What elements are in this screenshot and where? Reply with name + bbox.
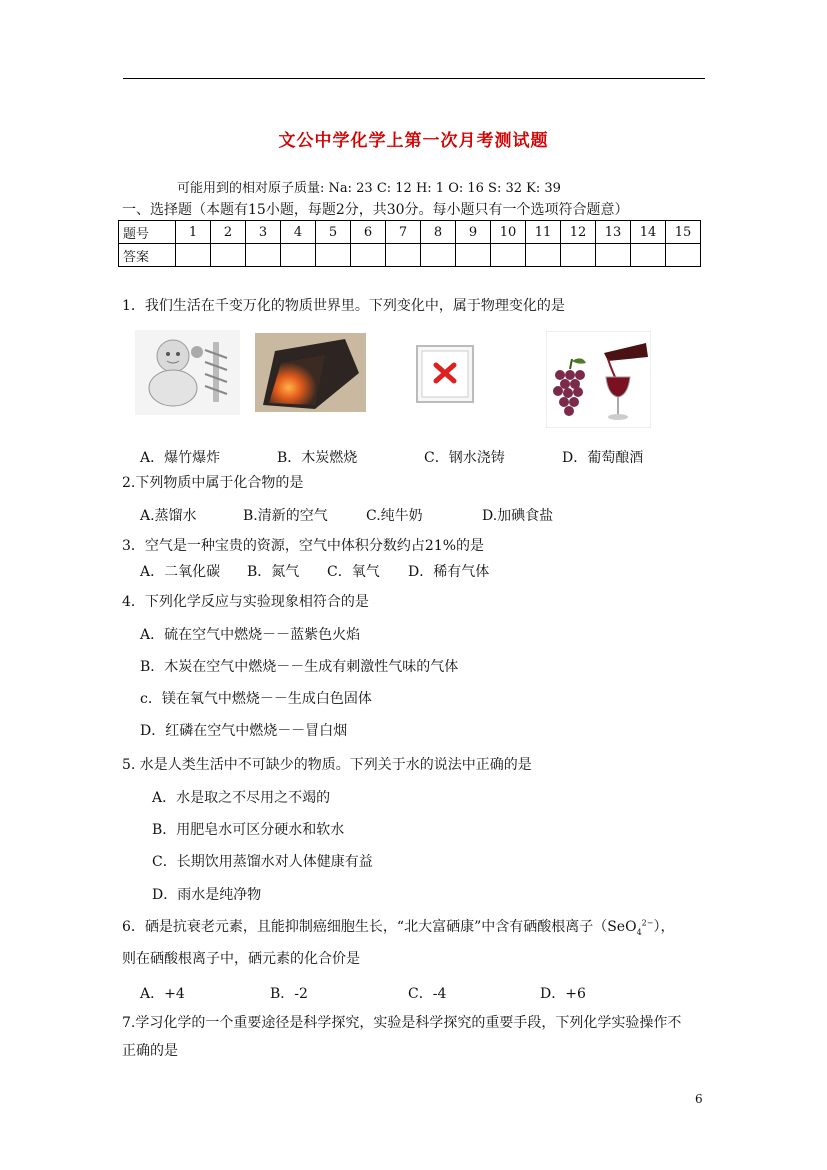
table-header-answer: 答案: [119, 244, 176, 267]
q6-stem-line2: 则在硒酸根离子中，硒元素的化合价是: [122, 951, 360, 967]
q6-option-b: B．-2: [270, 986, 308, 1002]
answer-cell[interactable]: [666, 244, 701, 267]
q1-option-d: D．葡萄酿酒: [562, 450, 644, 466]
answer-cell[interactable]: [176, 244, 211, 267]
page-title: 文公中学化学上第一次月考测试题: [278, 131, 549, 151]
answer-cell[interactable]: [596, 244, 631, 267]
q2-option-d: D.加碘食盐: [482, 508, 554, 524]
table-cell-number: 7: [386, 221, 421, 244]
answer-cell[interactable]: [211, 244, 246, 267]
burning-charcoal-image: [255, 333, 366, 412]
q4-option-a: A．硫在空气中燃烧－－蓝紫色火焰: [140, 627, 361, 643]
q3-option-b: B．氮气: [247, 564, 300, 580]
table-cell-number: 3: [246, 221, 281, 244]
table-cell-number: 2: [211, 221, 246, 244]
q4-option-c: c．镁在氧气中燃烧－－生成白色固体: [140, 691, 372, 707]
q3-option-a: A．二氧化碳: [140, 564, 221, 580]
subscript: 4: [636, 927, 642, 937]
q3-option-d: D．稀有气体: [408, 564, 490, 580]
table-cell-number: 9: [456, 221, 491, 244]
q1-option-c: C．钢水浇铸: [424, 450, 505, 466]
table-cell-number: 14: [631, 221, 666, 244]
q4-stem: 4．下列化学反应与实验现象相符合的是: [122, 594, 369, 610]
missing-image-placeholder: [416, 345, 474, 403]
q5-stem: 5. 水是人类生活中不可缺少的物质。下列关于水的说法中正确的是: [122, 757, 532, 773]
answer-table-answer-row: [119, 244, 701, 267]
table-cell-number: 15: [666, 221, 701, 244]
answer-cell[interactable]: [386, 244, 421, 267]
header-rule: [123, 78, 705, 79]
q1-stem: 1．我们生活在千变万化的物质世界里。下列变化中，属于物理变化的是: [122, 298, 565, 314]
q2-option-a: A.蒸馏水: [140, 508, 197, 524]
q5-option-d: D．雨水是纯净物: [152, 887, 262, 903]
page-number: 6: [695, 1092, 703, 1106]
table-cell-number: 8: [421, 221, 456, 244]
answer-cell[interactable]: [491, 244, 526, 267]
q4-option-d: D．红磷在空气中燃烧－－冒白烟: [140, 723, 348, 739]
table-cell-number: 11: [526, 221, 561, 244]
q1-option-b: B．木炭燃烧: [277, 450, 358, 466]
answer-cell[interactable]: [631, 244, 666, 267]
q5-option-a: A．水是取之不尽用之不竭的: [152, 790, 331, 806]
table-header-question-number: 题号: [119, 221, 176, 244]
superscript: 2−: [641, 918, 654, 928]
q3-stem: 3．空气是一种宝贵的资源，空气中体积分数约占21%的是: [122, 538, 485, 554]
firecracker-cartoon-image: [135, 330, 240, 415]
q2-stem: 2.下列物质中属于化合物的是: [122, 475, 304, 491]
q7-stem-line2: 正确的是: [122, 1043, 178, 1059]
q2-option-b: B.清新的空气: [243, 508, 328, 524]
answer-cell[interactable]: [281, 244, 316, 267]
q1-option-a: A．爆竹爆炸: [140, 450, 221, 466]
table-cell-number: 6: [351, 221, 386, 244]
q6-option-d: D．+6: [540, 986, 586, 1002]
answer-cell[interactable]: [246, 244, 281, 267]
q6-option-a: A．+4: [140, 986, 185, 1002]
answer-table-number-row: [119, 221, 701, 244]
answer-cell[interactable]: [421, 244, 456, 267]
section1-heading: 一、选择题（本题有15小题，每题2分，共30分。每小题只有一个选项符合题意）: [122, 202, 629, 218]
table-cell-number: 5: [316, 221, 351, 244]
answer-cell[interactable]: [316, 244, 351, 267]
answer-cell[interactable]: [526, 244, 561, 267]
atomic-mass-line: 可能用到的相对原子质量: Na: 23 C: 12 H: 1 O: 16 S: 32 K: 39: [177, 181, 561, 196]
table-cell-number: 1: [176, 221, 211, 244]
q5-option-c: C．长期饮用蒸馏水对人体健康有益: [152, 854, 373, 870]
q6-option-c: C．-4: [408, 986, 447, 1002]
q6-stem-line1: 6．硒是抗衰老元素，且能抑制癌细胞生长，“北大富硒康”中含有硒酸根离子（SeO$_4^{2-}$），: [122, 918, 675, 937]
q2-option-c: C.纯牛奶: [366, 508, 423, 524]
answer-cell[interactable]: [351, 244, 386, 267]
table-cell-number: 4: [281, 221, 316, 244]
table-cell-number: 10: [491, 221, 526, 244]
q4-option-b: B．木炭在空气中燃烧－－生成有刺激性气味的气体: [140, 659, 459, 675]
answer-cell[interactable]: [561, 244, 596, 267]
answer-table: [118, 220, 701, 267]
q3-option-c: C．氧气: [327, 564, 380, 580]
table-cell-number: 13: [596, 221, 631, 244]
table-cell-number: 12: [561, 221, 596, 244]
wine-grapes-image: [546, 331, 651, 428]
q7-stem-line1: 7.学习化学的一个重要途径是科学探究，实验是科学探究的重要手段，下列化学实验操作不: [122, 1015, 682, 1031]
q5-option-b: B．用肥皂水可区分硬水和软水: [152, 822, 345, 838]
answer-cell[interactable]: [456, 244, 491, 267]
